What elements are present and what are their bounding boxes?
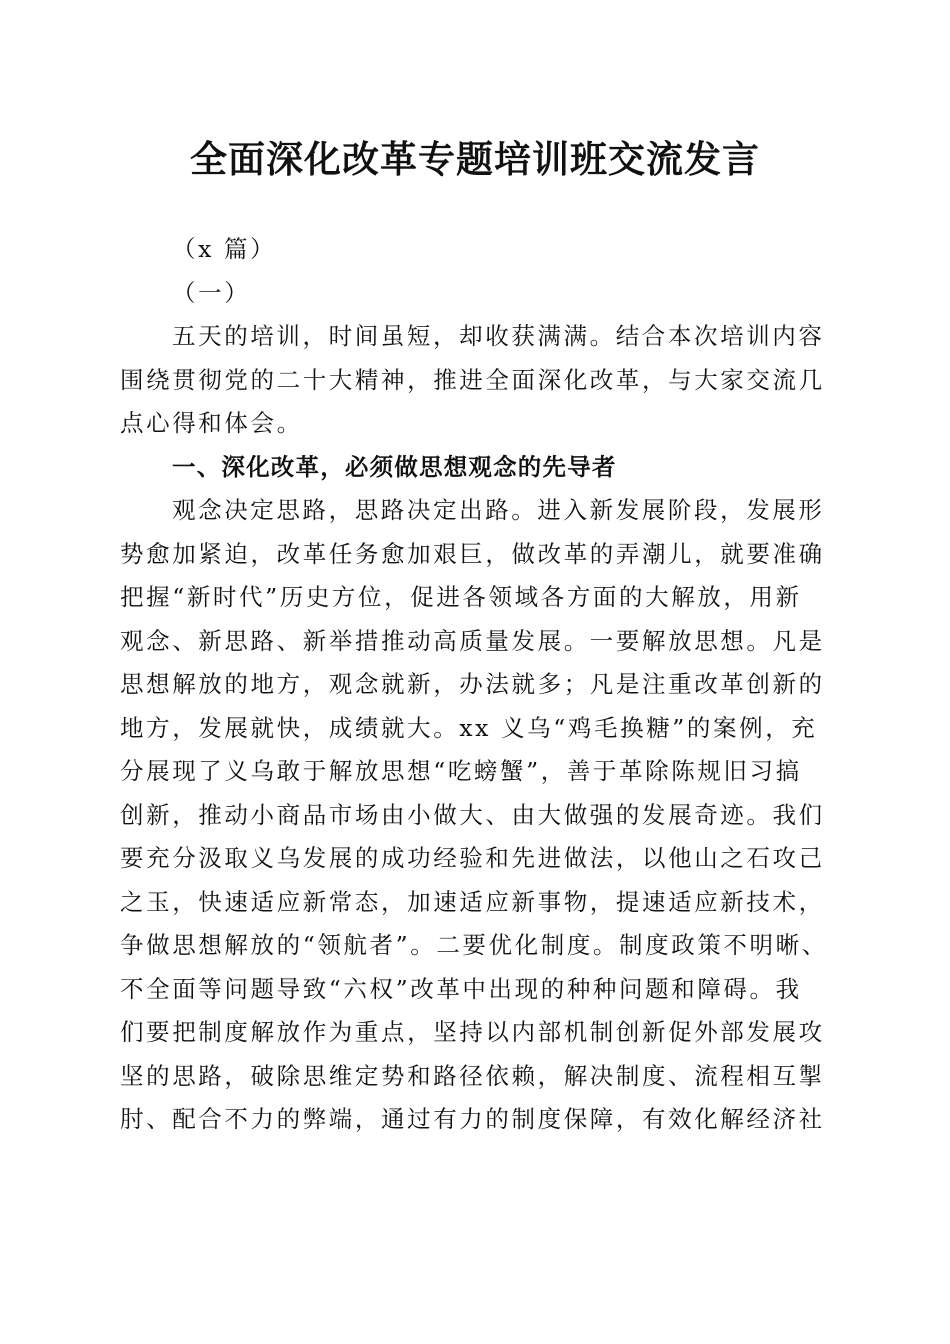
paragraph-line: 势愈加紧迫，改革任务愈加艰巨，做改革的弄潮儿，就要准确 <box>120 539 825 568</box>
paragraph-line: 点心得和体会。 <box>120 409 303 437</box>
paragraph-line: 们要把制度解放作为重点，坚持以内部机制创新促外部发展攻 <box>120 1018 825 1046</box>
paragraph-line: 之玉，快速适应新常态，加速适应新事物，提速适应新技术， <box>120 887 825 916</box>
paragraph-line: 围绕贯彻党的二十大精神，推进全面深化改革，与大家交流几 <box>120 365 825 394</box>
section-heading: 一、深化改革，必须做思想观念的先导者 <box>172 452 617 481</box>
paragraph-line: 观念决定思路，思路决定出路。进入新发展阶段，发展形 <box>172 496 825 524</box>
paragraph-line: 分展现了义乌敢于解放思想“吃螃蟹”，善于革除陈规旧习搞 <box>120 757 802 785</box>
paragraph-line: 不全面等问题导致“六权”改革中出现的种种问题和障碍。我 <box>120 974 802 1003</box>
part-label: （一） <box>172 278 251 307</box>
paragraph-line: 五天的培训，时间虽短，却收获满满。结合本次培训内容 <box>172 322 825 350</box>
paragraph-line: 肘、配合不力的弊端，通过有力的制度保障，有效化解经济社 <box>120 1105 825 1133</box>
paragraph-line: 创新，推动小商品市场由小做大、由大做强的发展奇迹。我们 <box>120 800 825 829</box>
paragraph-line: 要充分汲取义乌发展的成功经验和先进做法，以他山之石攻己 <box>120 844 825 872</box>
document-title: 全面深化改革专题培训班交流发言 <box>190 138 760 181</box>
paragraph-line: 争做思想解放的“领航者”。二要优化制度。制度政策不明晰、 <box>120 931 828 959</box>
paragraph-line: 把握“新时代”历史方位，促进各领域各方面的大解放，用新 <box>120 583 802 611</box>
document-body <box>120 228 828 1142</box>
paragraph-line: 思想解放的地方，观念就新，办法就多；凡是注重改革创新的 <box>120 670 825 698</box>
paragraph-line: 地方，发展就快，成绩就大。xx 义乌“鸡毛换糖”的案例，充 <box>120 713 818 742</box>
series-label: （x 篇） <box>172 235 277 263</box>
paragraph-line: 坚的思路，破除思维定势和路径依赖，解决制度、流程相互掣 <box>120 1061 825 1090</box>
paragraph-line: 观念、新思路、新举措推动高质量发展。一要解放思想。凡是 <box>120 626 825 655</box>
